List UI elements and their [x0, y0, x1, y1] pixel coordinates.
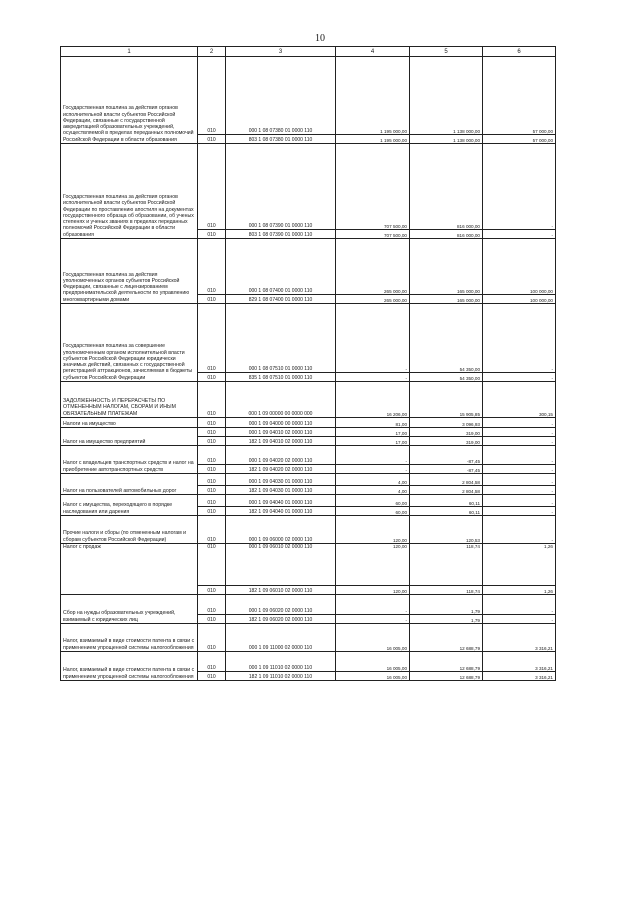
table-body — [61, 57, 556, 681]
table-row — [61, 495, 556, 507]
row-code: 010 — [198, 595, 226, 615]
budget-classification-code: 000 1 09 00000 00 0000 000 — [226, 382, 336, 418]
header-col-2: 2 — [198, 47, 226, 57]
budget-classification-code: 000 1 09 04010 02 0000 110 — [226, 428, 336, 437]
table-row — [61, 418, 556, 428]
budget-classification-code: 803 1 08 07390 01 0000 110 — [226, 230, 336, 239]
budget-classification-code: 182 1 09 06020 02 0000 110 — [226, 615, 336, 624]
indicator-name: Налог, взимаемый в виде стоимости патента в связи с применением упрощенной системы налогообложения — [61, 652, 198, 681]
budget-classification-code: 000 1 09 11000 02 0000 110 — [226, 624, 336, 652]
budget-classification-code: 000 1 08 07390 01 0000 110 — [226, 144, 336, 230]
row-code: 010 — [198, 144, 226, 230]
row-code: 010 — [198, 373, 226, 382]
budget-classification-code: 000 1 09 04040 01 0000 110 — [226, 495, 336, 507]
row-code: 010 — [198, 418, 226, 428]
value-col-4: 265 000,00 — [336, 239, 410, 295]
indicator-name: Налог, взимаемый в виде стоимости патента в связи с применением упрощенной системы налогообложения — [61, 624, 198, 652]
indicator-name: Налоги на имущество — [61, 418, 198, 428]
table-row — [61, 652, 556, 672]
value-col-6: - — [483, 516, 556, 544]
budget-classification-code: 000 1 09 06020 02 0000 110 — [226, 595, 336, 615]
value-col-6: - — [483, 474, 556, 486]
indicator-name: Сбор на нужды образовательных учреждений, взимаемый с юридических лиц — [61, 595, 198, 624]
value-col-4: - — [336, 446, 410, 465]
value-col-6: 1,26 — [483, 544, 556, 586]
table-row — [61, 57, 556, 135]
header-col-5: 5 — [410, 47, 483, 57]
row-code: 010 — [198, 239, 226, 295]
indicator-name: Налог с имущества, переходящего в порядке наследования или дарения — [61, 495, 198, 516]
value-col-5: 15 905,85 — [410, 382, 483, 418]
table-row — [61, 382, 556, 418]
value-col-4: 16 005,00 — [336, 624, 410, 652]
row-code: 010 — [198, 474, 226, 486]
budget-classification-code: 000 1 08 07400 01 0000 110 — [226, 239, 336, 295]
page-number: 10 — [315, 33, 325, 44]
value-col-4: 120,00 — [336, 586, 410, 595]
budget-classification-code: 000 1 09 06010 02 0000 110 — [226, 544, 336, 586]
row-code: 010 — [198, 652, 226, 672]
value-col-5: 319,00 — [410, 437, 483, 446]
value-col-6: - — [483, 486, 556, 495]
value-col-4: 4,00 — [336, 486, 410, 495]
value-col-4: 4,00 — [336, 474, 410, 486]
row-code: 010 — [198, 507, 226, 516]
value-col-5: 60,11 — [410, 495, 483, 507]
budget-classification-code: 182 1 09 04030 01 0000 110 — [226, 486, 336, 495]
row-code: 010 — [198, 516, 226, 544]
budget-classification-code: 803 1 08 07380 01 0000 110 — [226, 135, 336, 144]
value-col-5: 118,74 — [410, 544, 483, 586]
budget-classification-code: 000 1 09 06000 02 0000 110 — [226, 516, 336, 544]
row-code: 010 — [198, 382, 226, 418]
value-col-4: - — [336, 615, 410, 624]
value-col-4: 707 500,00 — [336, 144, 410, 230]
row-code: 010 — [198, 624, 226, 652]
header-col-4: 4 — [336, 47, 410, 57]
row-code: 010 — [198, 465, 226, 474]
value-col-4: 707 500,00 — [336, 230, 410, 239]
header-row — [61, 47, 556, 57]
value-col-6: - — [483, 304, 556, 373]
value-col-4: 60,00 — [336, 507, 410, 516]
value-col-5: 319,00 — [410, 428, 483, 437]
value-col-4: 81,00 — [336, 418, 410, 428]
indicator-name: Государственная пошлина за действия органов исполнительной власти субъектов Российской Федерации, связанные с государственной аккредитацией образовательных учреждений, осуществляемой в пределах переданных полномочий Российской Федерации в области образования — [61, 57, 198, 144]
indicator-name: Государственная пошлина за действия органов исполнительной власти субъектов Российской Федерации по проставлению апостиля на документах государственного образца об образовании, об ученых степенях и ученых званиях в пределах переданных полномочий Российской Федерации в области образования — [61, 144, 198, 239]
row-code: 010 — [198, 437, 226, 446]
row-code: 010 — [198, 486, 226, 495]
value-col-5: 165 000,00 — [410, 295, 483, 304]
indicator-name: Налог с владельцев транспортных средств и налог на приобретение автотранспортных средств — [61, 446, 198, 474]
value-col-6: - — [483, 437, 556, 446]
value-col-6: - — [483, 615, 556, 624]
value-col-6: - — [483, 428, 556, 437]
value-col-5: 816 000,00 — [410, 230, 483, 239]
row-code: 010 — [198, 57, 226, 135]
value-col-5: 2 804,58 — [410, 474, 483, 486]
value-col-5: 816 000,00 — [410, 144, 483, 230]
value-col-5: 3 096,93 — [410, 418, 483, 428]
value-col-5: 1,79 — [410, 615, 483, 624]
row-code: 010 — [198, 304, 226, 373]
table-row — [61, 624, 556, 652]
value-col-5: 1 138 000,00 — [410, 135, 483, 144]
value-col-6: 57 000,00 — [483, 135, 556, 144]
indicator-name: Государственная пошлина за совершение уполномоченным органом исполнительной власти субъектов Российской Федерации юридически значимых действий, связанных с государственной регистрацией аттракционов, зачисляемая в бюджеты субъектов Российской Федерации — [61, 304, 198, 382]
indicator-name: Налог с продаж — [61, 544, 198, 595]
value-col-4: 16 005,00 — [336, 652, 410, 672]
value-col-4: 120,00 — [336, 516, 410, 544]
row-code: 010 — [198, 544, 226, 586]
value-col-5: 1,79 — [410, 595, 483, 615]
table-row — [61, 595, 556, 615]
row-code: 010 — [198, 135, 226, 144]
row-code: 010 — [198, 615, 226, 624]
value-col-6: - — [483, 465, 556, 474]
value-col-6: - — [483, 418, 556, 428]
table-row — [61, 239, 556, 295]
budget-classification-code: 182 1 09 06010 02 0000 110 — [226, 586, 336, 595]
indicator-name: Прочие налоги и сборы (по отмененным налогам и сборам субъектов Российской Федерации) — [61, 516, 198, 544]
value-col-5: 12 688,79 — [410, 652, 483, 672]
budget-classification-code: 182 1 09 04020 02 0000 110 — [226, 465, 336, 474]
value-col-6: 1,26 — [483, 586, 556, 595]
value-col-6: 300,15 — [483, 382, 556, 418]
table-row — [61, 474, 556, 486]
indicator-name: Налог на имущество предприятий — [61, 428, 198, 446]
value-col-4: 16 005,00 — [336, 672, 410, 681]
value-col-6: - — [483, 495, 556, 507]
row-code: 010 — [198, 586, 226, 595]
value-col-4: 17,00 — [336, 428, 410, 437]
value-col-5: 54 350,00 — [410, 304, 483, 373]
budget-classification-code: 829 1 08 07400 01 0000 110 — [226, 295, 336, 304]
value-col-5: 118,74 — [410, 586, 483, 595]
value-col-6: - — [483, 446, 556, 465]
value-col-4: 16 206,00 — [336, 382, 410, 418]
value-col-6: - — [483, 230, 556, 239]
budget-classification-code: 000 1 09 04020 02 0000 110 — [226, 446, 336, 465]
budget-classification-code: 000 1 08 07380 01 0000 110 — [226, 57, 336, 135]
value-col-6: - — [483, 595, 556, 615]
value-col-5: 12 688,79 — [410, 672, 483, 681]
value-col-5: 60,11 — [410, 507, 483, 516]
table-row — [61, 144, 556, 230]
table-row — [61, 446, 556, 465]
header-col-6: 6 — [483, 47, 556, 57]
value-col-5: 54 350,00 — [410, 373, 483, 382]
row-code: 010 — [198, 672, 226, 681]
table-row — [61, 544, 556, 586]
header-col-3: 3 — [226, 47, 336, 57]
value-col-4: - — [336, 595, 410, 615]
value-col-5: 120,53 — [410, 516, 483, 544]
value-col-4: - — [336, 373, 410, 382]
table-row — [61, 304, 556, 373]
value-col-6: 100 000,00 — [483, 239, 556, 295]
value-col-6: 3 316,21 — [483, 652, 556, 672]
value-col-4: 17,00 — [336, 437, 410, 446]
budget-classification-code: 182 1 09 04040 01 0000 110 — [226, 507, 336, 516]
value-col-5: 1 138 000,00 — [410, 57, 483, 135]
value-col-4: 1 195 000,00 — [336, 135, 410, 144]
row-code: 010 — [198, 446, 226, 465]
value-col-6: 3 316,21 — [483, 624, 556, 652]
value-col-4: 60,00 — [336, 495, 410, 507]
value-col-4: - — [336, 304, 410, 373]
value-col-4: 265 000,00 — [336, 295, 410, 304]
indicator-name: Налог на пользователей автомобильных дорог — [61, 474, 198, 495]
value-col-6: - — [483, 373, 556, 382]
budget-classification-code: 000 1 09 04000 00 0000 110 — [226, 418, 336, 428]
table-row — [61, 516, 556, 544]
budget-classification-code: 000 1 09 11010 02 0000 110 — [226, 652, 336, 672]
indicator-name: ЗАДОЛЖЕННОСТЬ И ПЕРЕРАСЧЕТЫ ПО ОТМЕНЕННЫМ НАЛОГАМ, СБОРАМ И ИНЫМ ОБЯЗАТЕЛЬНЫМ ПЛАТЕЖАМ — [61, 382, 198, 418]
header-col-1: 1 — [61, 47, 198, 57]
value-col-4: 120,00 — [336, 544, 410, 586]
budget-classification-code: 000 1 08 07510 01 0000 110 — [226, 304, 336, 373]
value-col-4: 1 195 000,00 — [336, 57, 410, 135]
row-code: 010 — [198, 295, 226, 304]
budget-classification-code: 182 1 09 11010 02 0000 110 — [226, 672, 336, 681]
value-col-5: 2 804,58 — [410, 486, 483, 495]
value-col-5: 12 688,79 — [410, 624, 483, 652]
row-code: 010 — [198, 428, 226, 437]
value-col-6: - — [483, 507, 556, 516]
value-col-5: 165 000,00 — [410, 239, 483, 295]
budget-classification-code: 182 1 09 04010 02 0000 110 — [226, 437, 336, 446]
row-code: 010 — [198, 495, 226, 507]
value-col-5: -87,45 — [410, 446, 483, 465]
value-col-6: 3 316,21 — [483, 672, 556, 681]
row-code: 010 — [198, 230, 226, 239]
value-col-6: 57 000,00 — [483, 57, 556, 135]
budget-classification-code: 000 1 09 04030 01 0000 110 — [226, 474, 336, 486]
value-col-4: - — [336, 465, 410, 474]
table-row — [61, 428, 556, 437]
budget-classification-code: 835 1 08 07510 01 0000 110 — [226, 373, 336, 382]
indicator-name: Государственная пошлина за действия уполномоченных органов субъектов Российской Федерации, связанные с лицензированием предпринимательской деятельности по управлению многоквартирными домами — [61, 239, 198, 304]
value-col-6: - — [483, 144, 556, 230]
budget-table — [60, 46, 556, 681]
value-col-5: -87,45 — [410, 465, 483, 474]
value-col-6: 100 000,00 — [483, 295, 556, 304]
